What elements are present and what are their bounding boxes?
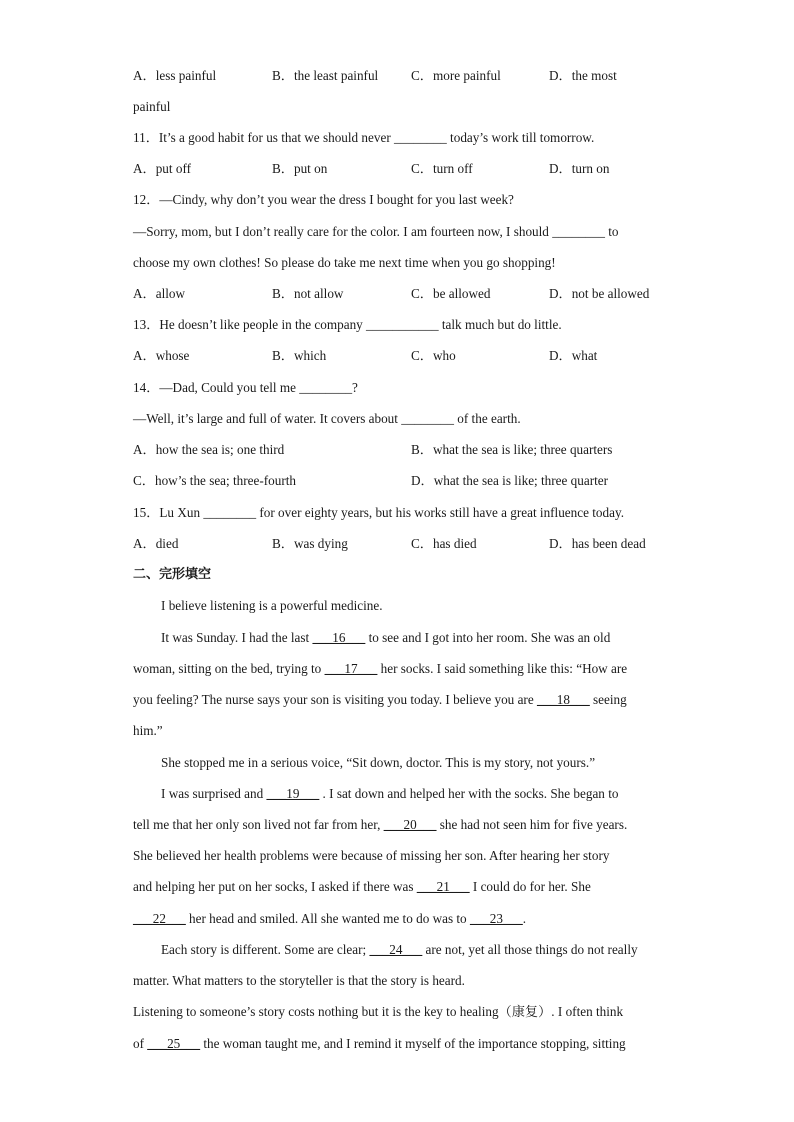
q15-option-c[interactable]: C．has died <box>411 536 477 551</box>
q12-stem-line2: —Sorry, mom, but I don’t really care for the color. I am fourteen now, I should ________ to <box>133 224 619 239</box>
passage-text: you feeling? The nurse says your son is visiting you today. I believe you are <box>133 692 537 707</box>
passage-line <box>161 630 610 646</box>
passage-line <box>133 817 627 833</box>
q13-stem: 13．He doesn’t like people in the company ___________ talk much but do little. <box>133 317 562 332</box>
passage-text: are not, yet all those things do not really <box>422 942 638 957</box>
q15-option-d[interactable]: D．has been dead <box>549 536 646 551</box>
passage-text: seeing <box>589 692 627 707</box>
q12-option-a[interactable]: A．allow <box>133 286 186 301</box>
blank-25[interactable]: ___25___ <box>147 1036 201 1051</box>
q14-option-c[interactable]: C．how’s the sea; three-fourth <box>133 473 296 488</box>
q12-stem-line1: 12．—Cindy, why don’t you wear the dress I bought for you last week? <box>133 192 514 207</box>
passage-text: I could do for her. She <box>469 879 591 894</box>
q15-option-b[interactable]: B．was dying <box>272 536 348 551</box>
q11-option-a[interactable]: A．put off <box>133 161 191 176</box>
passage-text: . <box>522 911 526 926</box>
blank-17[interactable]: ___17___ <box>324 661 378 676</box>
q10-option-d-continued: painful <box>133 99 171 114</box>
blank-18[interactable]: ___18___ <box>536 692 590 707</box>
passage-text: she had not seen him for five years. <box>436 817 628 832</box>
q10-option-d[interactable]: D．the most <box>549 68 617 83</box>
q14-stem-line2: —Well, it’s large and full of water. It covers about ________ of the earth. <box>133 411 521 426</box>
passage-line: I believe listening is a powerful medicine. <box>161 598 383 613</box>
q11-stem: 11．It’s a good habit for us that we should never ________ today’s work till tomorrow. <box>133 130 595 145</box>
passage-text: woman, sitting on the bed, trying to <box>133 661 325 676</box>
passage-text: It was Sunday. I had the last <box>161 630 313 645</box>
q14-option-a[interactable]: A．how the sea is; one third <box>133 442 285 457</box>
q13-option-d[interactable]: D．what <box>549 348 598 363</box>
passage-line: matter. What matters to the storyteller is that the story is heard. <box>133 973 465 988</box>
passage-text: the woman taught me, and I remind it myself of the importance stopping, sitting <box>200 1036 626 1051</box>
passage-line <box>133 692 627 708</box>
q12-option-d[interactable]: D．not be allowed <box>549 286 650 301</box>
passage-line: Listening to someone’s story costs nothing but it is the key to healing（康复）. I often think <box>133 1004 624 1019</box>
passage-line <box>161 786 618 802</box>
blank-16[interactable]: ___16___ <box>312 630 366 645</box>
q14-stem-line1: 14．—Dad, Could you tell me ________? <box>133 380 358 395</box>
blank-20[interactable]: ___20___ <box>383 817 437 832</box>
passage-text: tell me that her only son lived not far from her, <box>133 817 384 832</box>
passage-text: her socks. I said something like this: “How are <box>377 661 628 676</box>
passage-line <box>133 911 526 927</box>
passage-text: Each story is different. Some are clear; <box>161 942 370 957</box>
q14-option-d[interactable]: D．what the sea is like; three quarter <box>411 473 609 488</box>
passage-line <box>133 661 627 677</box>
blank-23[interactable]: ___23___ <box>469 911 523 926</box>
passage-line <box>133 879 591 895</box>
section-title: 二、完形填空 <box>133 567 212 582</box>
q11-option-c[interactable]: C．turn off <box>411 161 473 176</box>
blank-21[interactable]: ___21___ <box>416 879 470 894</box>
passage-line <box>161 942 638 958</box>
q15-option-a[interactable]: A．died <box>133 536 179 551</box>
blank-19[interactable]: ___19___ <box>266 786 320 801</box>
passage-text: and helping her put on her socks, I asked if there was <box>133 879 417 894</box>
q10-option-b[interactable]: B．the least painful <box>272 68 379 83</box>
passage-line: She believed her health problems were because of missing her son. After hearing her story <box>133 848 610 863</box>
passage-text: . I sat down and helped her with the socks. She began to <box>319 786 619 801</box>
q15-stem: 15．Lu Xun ________ for over eighty years, but his works still have a great influence today. <box>133 505 624 520</box>
q12-option-b[interactable]: B．not allow <box>272 286 344 301</box>
blank-24[interactable]: ___24___ <box>369 942 423 957</box>
q12-option-c[interactable]: C．be allowed <box>411 286 491 301</box>
blank-22[interactable]: ___22___ <box>133 911 186 926</box>
passage-line: She stopped me in a serious voice, “Sit down, doctor. This is my story, not yours.” <box>161 755 596 770</box>
q14-option-b[interactable]: B．what the sea is like; three quarters <box>411 442 613 457</box>
passage-text: I was surprised and <box>161 786 267 801</box>
passage-text: of <box>133 1036 148 1051</box>
passage-line: him.” <box>133 723 163 738</box>
q13-option-a[interactable]: A．whose <box>133 348 190 363</box>
passage-text: to see and I got into her room. She was an old <box>365 630 611 645</box>
passage-line <box>133 1036 626 1052</box>
q11-option-d[interactable]: D．turn on <box>549 161 610 176</box>
passage-text: her head and smiled. All she wanted me to do was to <box>185 911 470 926</box>
q11-option-b[interactable]: B．put on <box>272 161 328 176</box>
q10-option-a[interactable]: A．less painful <box>133 68 217 83</box>
q13-option-c[interactable]: C．who <box>411 348 456 363</box>
q10-option-c[interactable]: C．more painful <box>411 68 501 83</box>
q12-stem-line3: choose my own clothes! So please do take me next time when you go shopping! <box>133 255 556 270</box>
q13-option-b[interactable]: B．which <box>272 348 327 363</box>
